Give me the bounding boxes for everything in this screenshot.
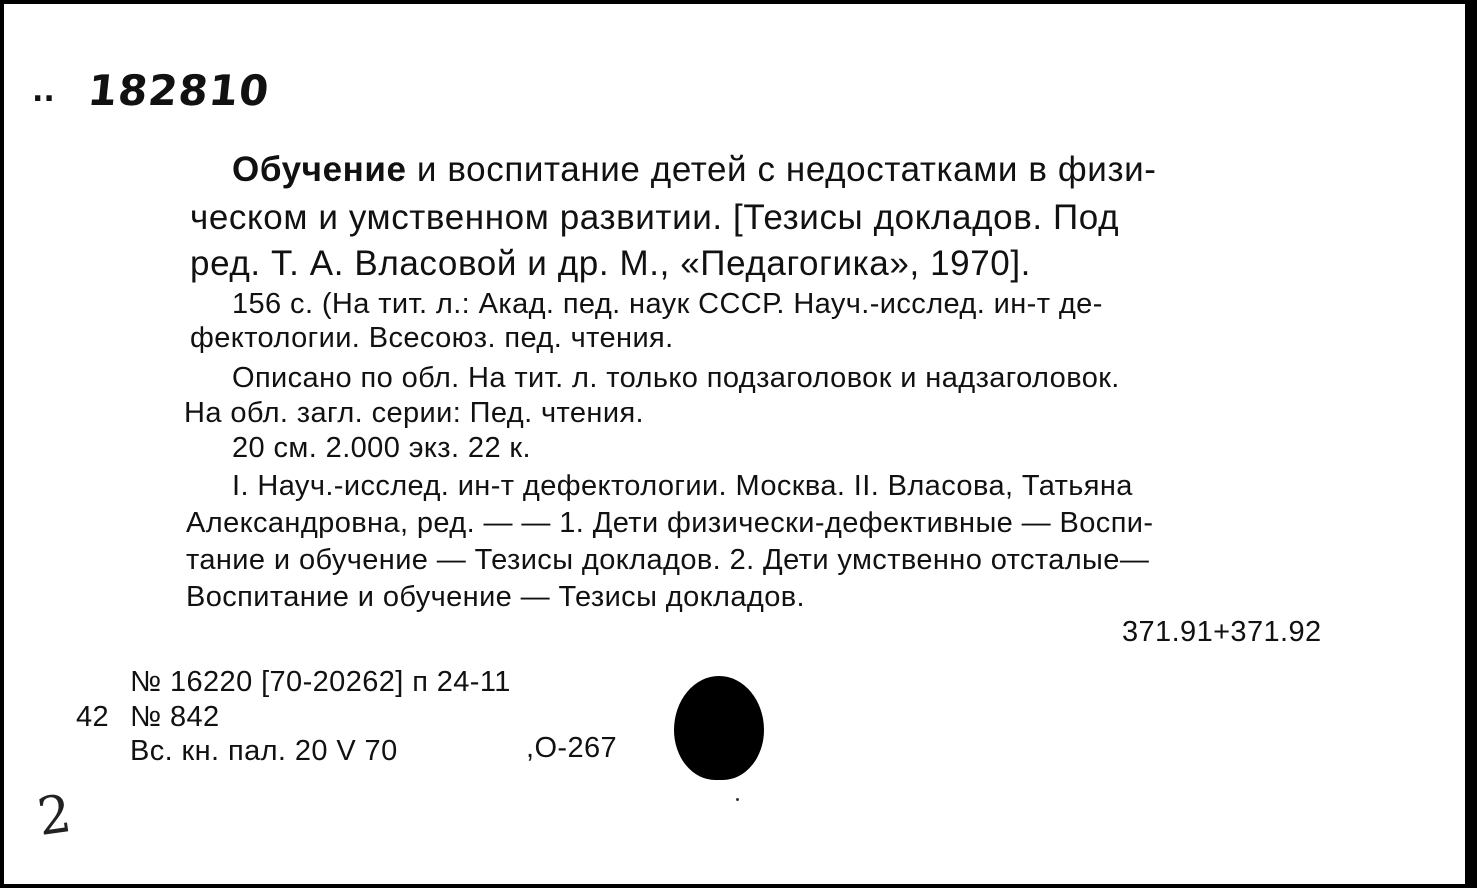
entry-line-1 <box>232 150 1157 190</box>
entry-line-12: Воспитание и обучение — Тезисы докладов. <box>186 581 806 613</box>
entry-line-7: На обл. загл. серии: Пед. чтения. <box>184 397 645 429</box>
entry-line-8: 20 см. 2.000 экз. 22 к. <box>232 432 531 464</box>
entry-title: Обучение <box>232 150 407 189</box>
margin-dots: .. <box>32 74 55 109</box>
entry-line-11: тание и обучение — Тезисы докладов. 2. Дети умственно отсталые— <box>186 544 1150 576</box>
footer-line-1: № 16220 [70-20262] п 24-11 <box>130 666 511 698</box>
accession-number: 182810 <box>85 66 272 115</box>
footer-line-3: Вс. кн. пал. 20 V 70 <box>130 735 398 767</box>
catalog-card <box>4 4 1465 884</box>
entry-line-10: Александровна, ред. — — 1. Дети физически-дефективные — Воспи- <box>186 507 1154 539</box>
entry-line-5: фектологии. Всесоюз. пед. чтения. <box>190 322 674 354</box>
entry-line-3: ред. Т. А. Власовой и др. М., «Педагогика», 1970]. <box>190 244 1031 283</box>
footer-line-2-prefix: 42 <box>76 701 110 733</box>
entry-line-4: 156 с. (На тит. л.: Акад. пед. наук СССР. Науч.-исслед. ин-т де- <box>232 288 1103 320</box>
punch-hole <box>674 676 764 780</box>
classification-code: 371.91+371.92 <box>1122 616 1322 648</box>
hand-mark: 2 <box>33 783 76 849</box>
entry-line-2: ческом и умственном развитии. [Тезисы докладов. Под <box>190 198 1120 237</box>
speck <box>736 798 739 801</box>
entry-line-9: I. Науч.-исслед. ин-т дефектологии. Москва. II. Власова, Татьяна <box>232 470 1133 502</box>
footer-code: ,О-267 <box>526 732 618 764</box>
entry-title-rest: и воспитание детей с недостатками в физи- <box>406 150 1157 189</box>
footer-line-2: № 842 <box>130 701 220 733</box>
entry-line-6: Описано по обл. На тит. л. только подзаголовок и надзаголовок. <box>232 362 1120 394</box>
